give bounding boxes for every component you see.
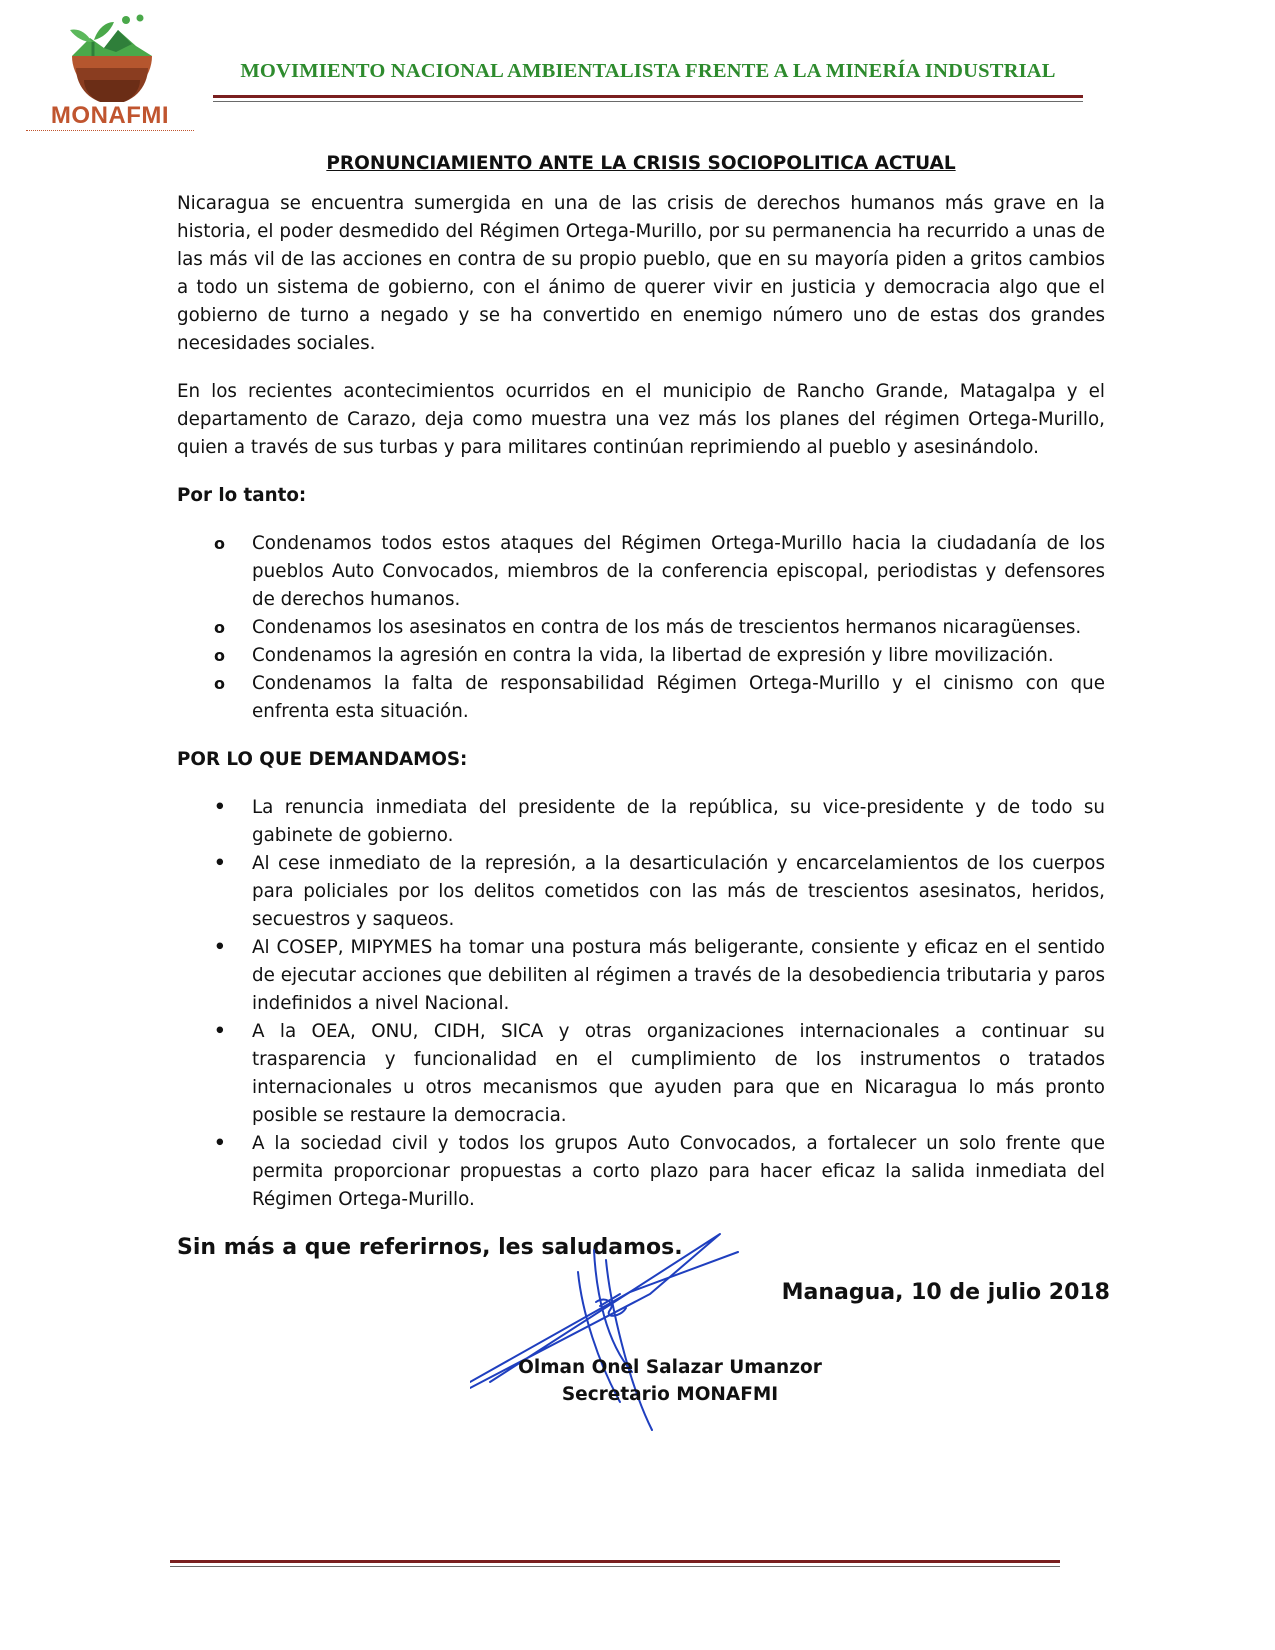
organization-name: MOVIMIENTO NACIONAL AMBIENTALISTA FRENTE A LA MINERÍA INDUSTRIAL xyxy=(240,60,1056,82)
bullet-icon: • xyxy=(214,853,226,874)
footer-rule-thin xyxy=(170,1566,1060,1567)
signer-role: Secretario MONAFMI xyxy=(561,1384,779,1405)
demand-list xyxy=(177,794,1105,1214)
signature-block xyxy=(490,1354,850,1408)
list-item-text: Al COSEP, MIPYMES ha tomar una postura más beligerante, consiente y eficaz en el sentido de ejecutar acciones que debiliten al régimen a través de la desobediencia tributaria y paros indefinidos a nivel Nacional. xyxy=(252,937,1105,1014)
closing-line: Sin más a que referirnos, les saludamos. xyxy=(177,1235,683,1260)
logo-wordmark: MONAFMI xyxy=(50,102,170,129)
list-item xyxy=(177,934,1105,1018)
paragraph-events: En los recientes acontecimientos ocurridos en el municipio de Rancho Grande, Matagalpa y el departamento de Carazo, deja como muestra una vez más los planes del régimen Ortega-Murillo, quien a través de sus turbas y para militares continúan reprimiendo al pueblo y asesinándolo. xyxy=(177,381,1105,458)
document-title: PRONUNCIAMIENTO ANTE LA CRISIS SOCIOPOLITICA ACTUAL xyxy=(326,153,956,174)
list-item xyxy=(177,642,1105,670)
list-item-text: Al cese inmediato de la represión, a la desarticulación y encarcelamientos de los cuerpos para policiales por los delitos cometidos con las más de trescientos asesinatos, heridos, secuestros y saqueos. xyxy=(252,853,1105,930)
bullet-icon: • xyxy=(214,1021,226,1042)
list-item-text: Condenamos todos estos ataques del Régimen Ortega-Murillo hacia la ciudadanía de los pueblos Auto Convocados, miembros de la conferencia episcopal, periodistas y defensores de derechos humanos. xyxy=(252,533,1105,610)
bullet-icon: • xyxy=(214,937,226,958)
footer-rule xyxy=(170,1560,1060,1563)
circle-bullet-icon: o xyxy=(214,534,225,553)
signer-name: Olman Onel Salazar Umanzor xyxy=(518,1357,822,1378)
header-rule xyxy=(213,95,1083,98)
paragraph-intro: Nicaragua se encuentra sumergida en una de las crisis de derechos humanos más grave en la historia, el poder desmedido del Régimen Ortega-Murillo, por su permanencia ha recurrido a unas de las más vil de las acciones en contra de su propio pueblo, que en su mayoría piden a gritos cambios a todo un sistema de gobierno, con el ánimo de querer vivir en justicia y democracia algo que el gobierno de turno a negado y se ha convertido en enemigo número uno de estas dos grandes necesidades sociales. xyxy=(177,193,1105,354)
list-item-text: Condenamos la falta de responsabilidad Régimen Ortega-Murillo y el cinismo con que enfrenta esta situación. xyxy=(252,673,1105,722)
list-item-text: A la OEA, ONU, CIDH, SICA y otras organizaciones internacionales a continuar su trasparencia y funcionalidad en el cumplimiento de los instrumentos o tratados internacionales u otros mecanismos que ayuden para que en Nicaragua lo más pronto posible se restaure la democracia. xyxy=(252,1021,1105,1126)
logo-tagline xyxy=(26,130,194,134)
bullet-icon: • xyxy=(214,797,226,818)
list-item xyxy=(177,850,1105,934)
list-item xyxy=(177,530,1105,614)
handwritten-signature xyxy=(470,1222,770,1442)
document-body xyxy=(177,150,1105,1262)
list-item xyxy=(177,1130,1105,1214)
bullet-icon: • xyxy=(214,1133,226,1154)
circle-bullet-icon: o xyxy=(214,646,225,665)
circle-bullet-icon: o xyxy=(214,618,225,637)
place-date: Managua, 10 de julio 2018 xyxy=(781,1280,1110,1305)
list-item xyxy=(177,794,1105,850)
earth-plant-icon xyxy=(56,12,166,102)
list-item-text: Condenamos la agresión en contra la vida, la libertad de expresión y libre movilización. xyxy=(252,645,1054,666)
monafmi-logo xyxy=(20,12,200,130)
condemnation-list xyxy=(177,530,1105,726)
list-item-text: Condenamos los asesinatos en contra de los más de trescientos hermanos nicaragüenses. xyxy=(252,617,1082,638)
heading-demandamos: POR LO QUE DEMANDAMOS: xyxy=(177,749,468,770)
circle-bullet-icon: o xyxy=(214,674,225,693)
list-item xyxy=(177,614,1105,642)
list-item xyxy=(177,670,1105,726)
header-rule-thin xyxy=(213,101,1083,102)
heading-por-lo-tanto: Por lo tanto: xyxy=(177,485,307,506)
list-item-text: A la sociedad civil y todos los grupos Auto Convocados, a fortalecer un solo frente que permita proporcionar propuestas a corto plazo para hacer eficaz la salida inmediata del Régimen Ortega-Murillo. xyxy=(252,1133,1105,1210)
list-item-text: La renuncia inmediata del presidente de la república, su vice-presidente y de todo su gabinete de gobierno. xyxy=(252,797,1105,846)
list-item xyxy=(177,1018,1105,1130)
